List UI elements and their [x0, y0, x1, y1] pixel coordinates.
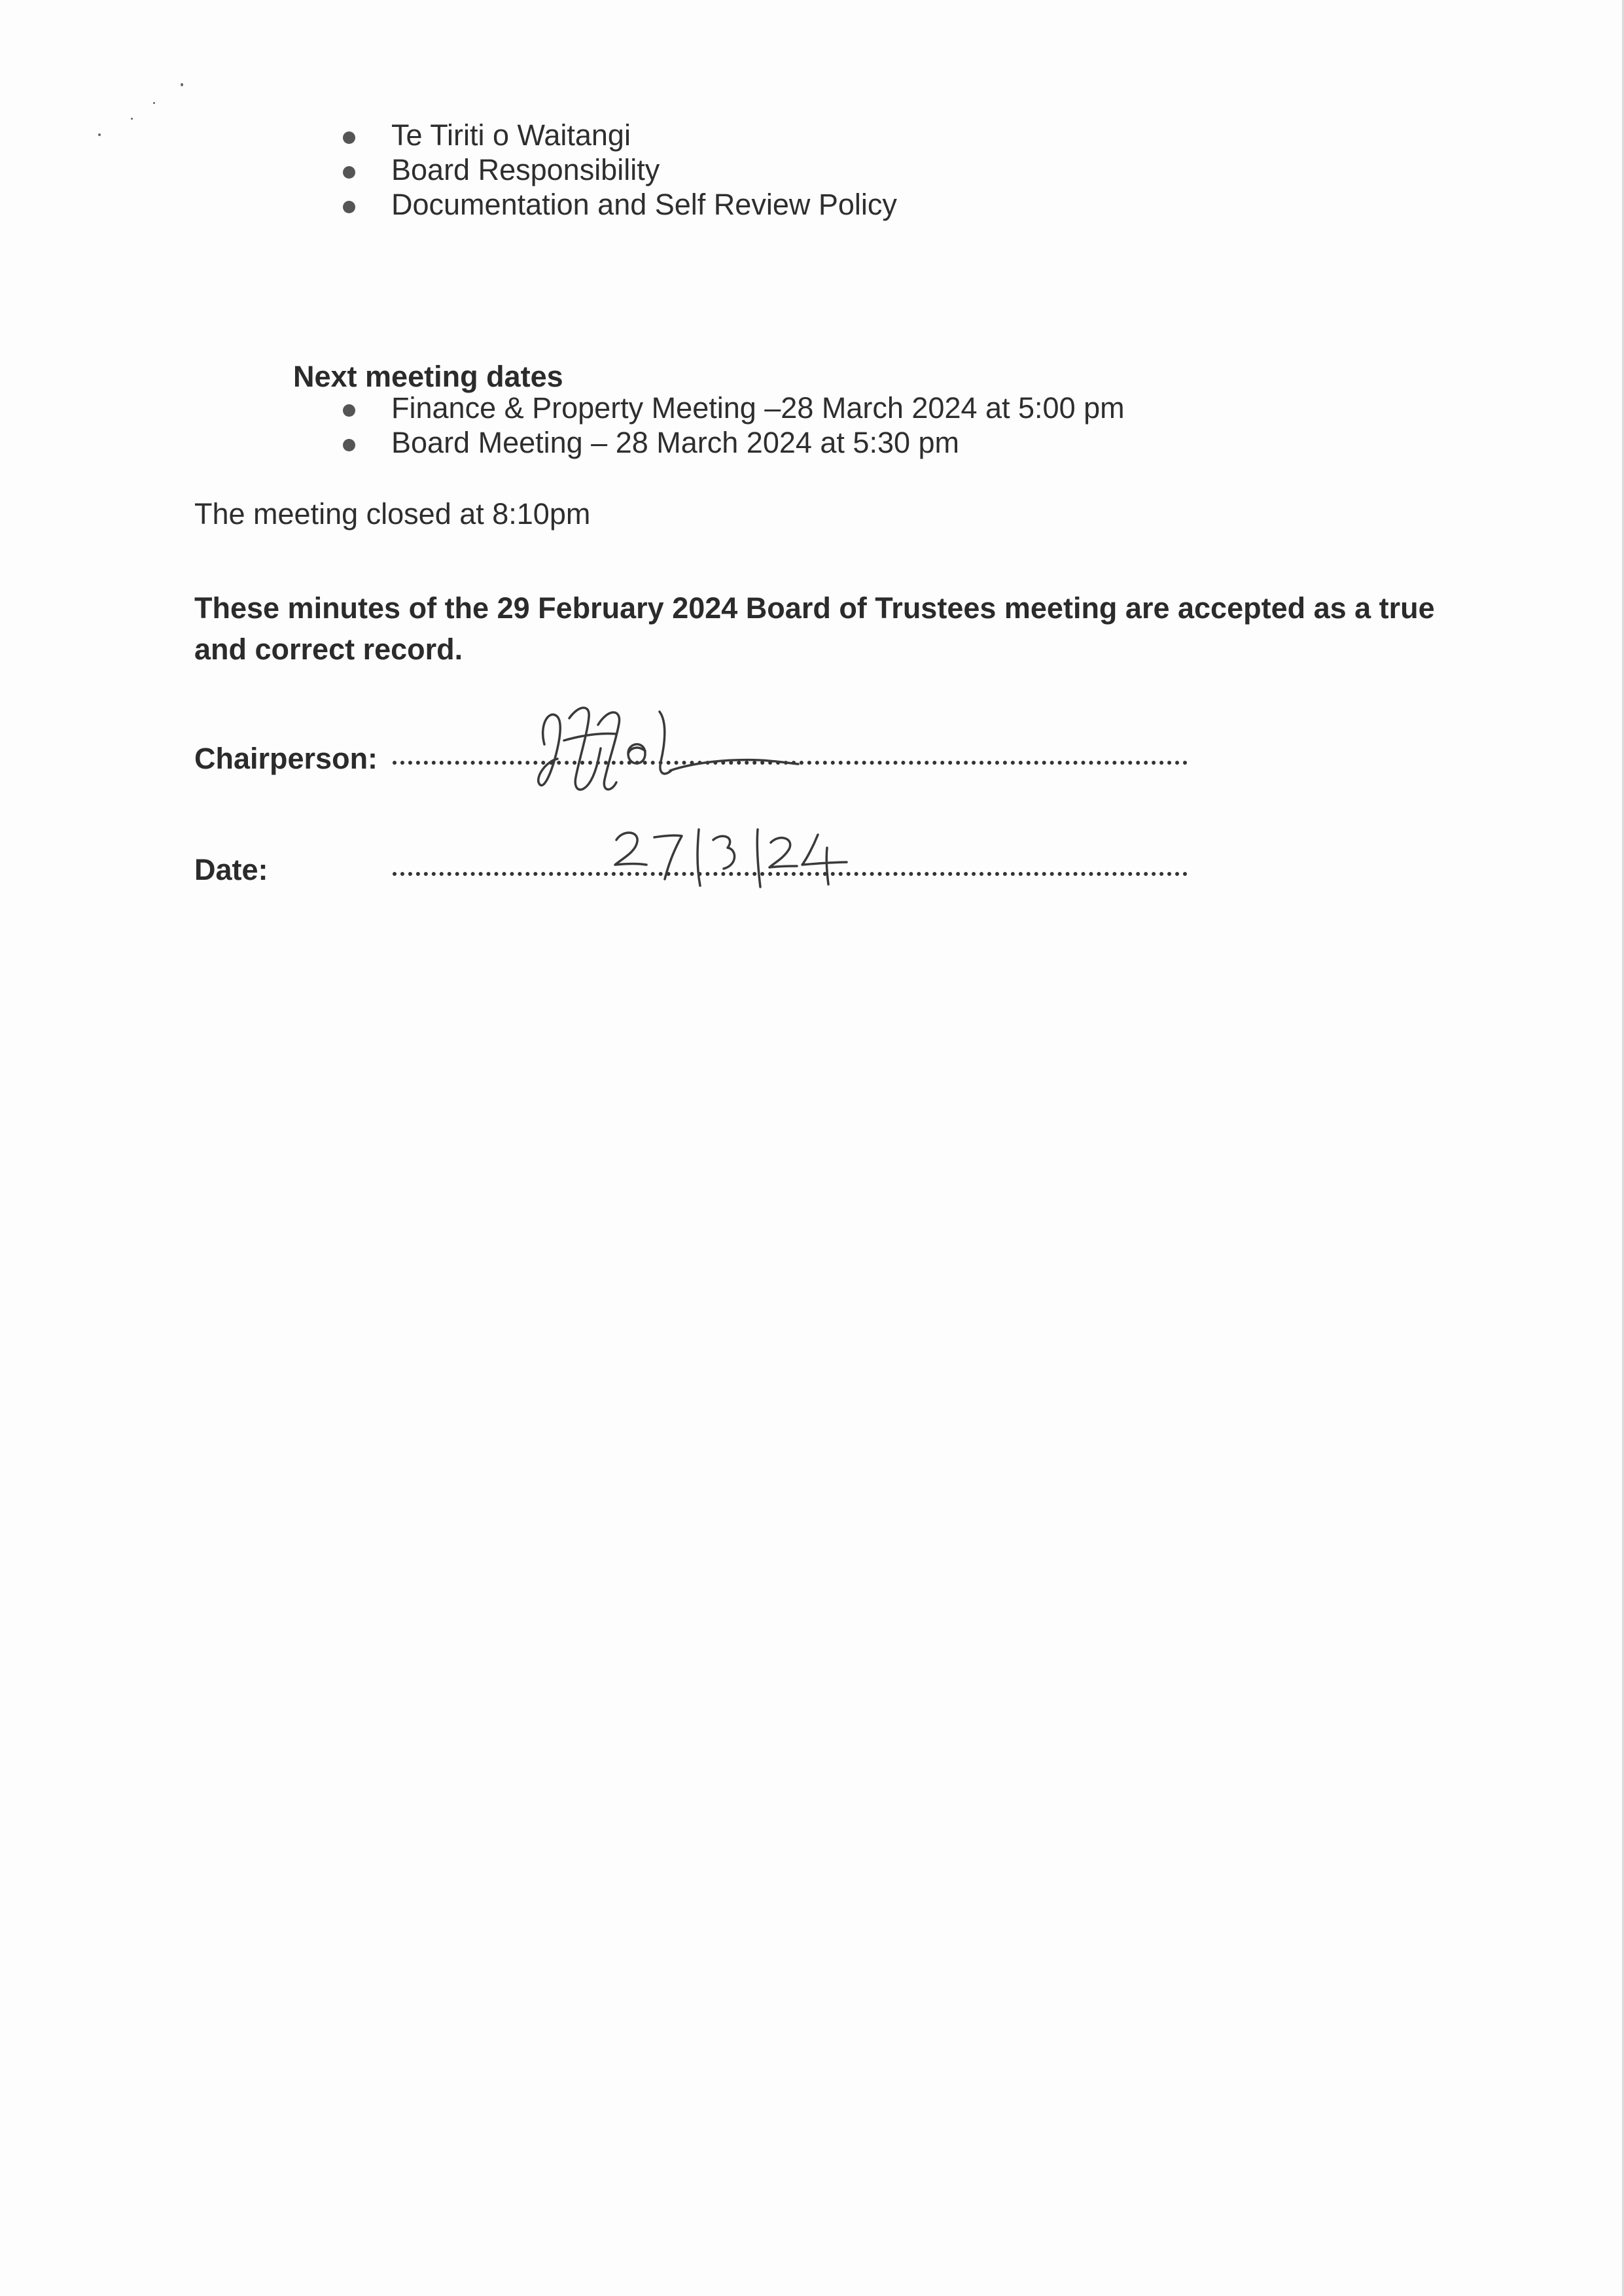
- acceptance-statement: These minutes of the 29 February 2024 Board of Trustees meeting are accepted as a true and correct record.: [194, 591, 1435, 666]
- scan-speck: [153, 102, 155, 104]
- meeting-closed-text: The meeting closed at 8:10pm: [194, 497, 591, 531]
- policy-list: [340, 118, 897, 222]
- list-item: Board Meeting – 28 March 2024 at 5:30 pm: [340, 425, 1125, 460]
- handwritten-date: [609, 826, 883, 891]
- chairperson-label: Chairperson:: [194, 742, 378, 775]
- scan-speck: [131, 118, 133, 120]
- scan-speck: [181, 83, 183, 86]
- next-meeting-list: [340, 391, 1125, 460]
- next-meeting-heading: Next meeting dates: [293, 360, 563, 393]
- chairperson-signature: [530, 699, 811, 803]
- list-item: Finance & Property Meeting –28 March 2024 at 5:00 pm: [340, 391, 1125, 425]
- list-item: Board Responsibility: [340, 152, 897, 187]
- date-label: Date:: [194, 853, 268, 886]
- scan-speck: [98, 133, 101, 136]
- list-item: Documentation and Self Review Policy: [340, 187, 897, 222]
- list-item: Te Tiriti o Waitangi: [340, 118, 897, 152]
